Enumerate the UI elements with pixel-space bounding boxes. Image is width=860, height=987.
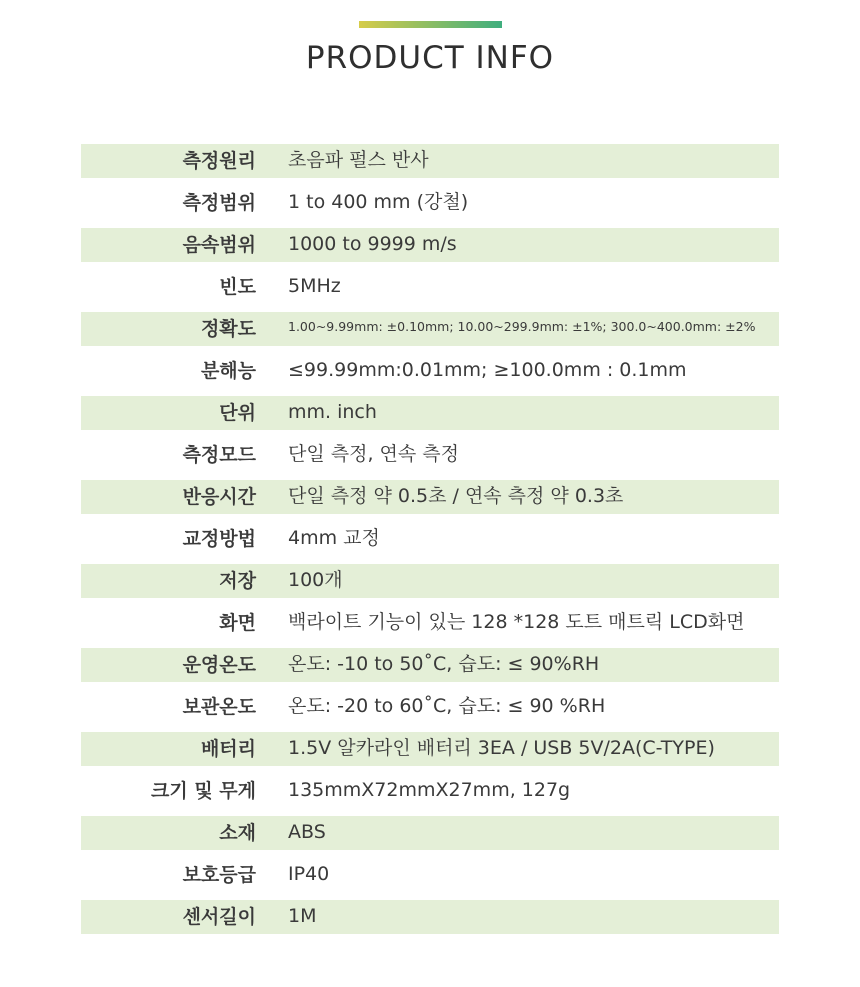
spec-value: 백라이트 기능이 있는 128 *128 도트 매트릭 LCD화면 — [288, 611, 745, 633]
spec-table — [81, 144, 779, 942]
spec-row — [81, 480, 779, 522]
spec-label: 저장 — [219, 570, 256, 592]
spec-label: 측정모드 — [182, 444, 256, 466]
spec-value: ABS — [288, 821, 326, 843]
spec-value: mm. inch — [288, 401, 377, 423]
spec-label: 센서길이 — [182, 906, 256, 928]
spec-row — [81, 564, 779, 606]
spec-label: 교정방법 — [182, 528, 256, 550]
spec-row — [81, 816, 779, 858]
spec-value: 1.5V 알카라인 배터리 3EA / USB 5V/2A(C-TYPE) — [288, 737, 715, 759]
spec-row — [81, 228, 779, 270]
spec-value: ≤99.99mm:0.01mm; ≥100.0mm : 0.1mm — [288, 359, 687, 381]
spec-row — [81, 774, 779, 816]
spec-label: 보관온도 — [182, 696, 256, 718]
spec-value: 1M — [288, 905, 317, 927]
spec-row — [81, 732, 779, 774]
spec-row — [81, 648, 779, 690]
spec-label: 빈도 — [219, 276, 256, 298]
spec-row — [81, 438, 779, 480]
spec-row-band — [81, 564, 779, 598]
spec-label: 소재 — [219, 822, 256, 844]
spec-label: 단위 — [219, 402, 256, 424]
spec-label: 측정범위 — [182, 192, 256, 214]
spec-row — [81, 270, 779, 312]
spec-row — [81, 858, 779, 900]
spec-value: 100개 — [288, 569, 343, 591]
spec-label: 반응시간 — [182, 486, 256, 508]
spec-label: 화면 — [219, 612, 256, 634]
spec-value: 135mmX72mmX27mm, 127g — [288, 779, 571, 801]
spec-value: 4mm 교정 — [288, 527, 380, 549]
spec-value: 단일 측정 약 0.5초 / 연속 측정 약 0.3초 — [288, 485, 624, 507]
spec-value: 온도: -10 to 50˚C, 습도: ≤ 90%RH — [288, 653, 600, 675]
spec-row-band — [81, 396, 779, 430]
spec-label: 배터리 — [200, 738, 256, 760]
spec-label: 정확도 — [200, 318, 256, 340]
spec-value: 1 to 400 mm (강철) — [288, 191, 469, 213]
page-title: PRODUCT INFO — [305, 40, 555, 76]
spec-row — [81, 606, 779, 648]
spec-row — [81, 186, 779, 228]
spec-row — [81, 522, 779, 564]
spec-label: 운영온도 — [182, 654, 256, 676]
spec-value: IP40 — [288, 863, 330, 885]
spec-row — [81, 312, 779, 354]
spec-row — [81, 144, 779, 186]
spec-value: 1000 to 9999 m/s — [288, 233, 457, 255]
spec-row — [81, 354, 779, 396]
spec-label: 보호등급 — [182, 864, 256, 886]
spec-value: 5MHz — [288, 275, 341, 297]
spec-row — [81, 690, 779, 732]
spec-label: 분해능 — [200, 360, 256, 382]
spec-row — [81, 396, 779, 438]
spec-value: 초음파 펄스 반사 — [288, 149, 429, 171]
header-accent-bar — [359, 21, 502, 28]
spec-value: 1.00~9.99mm: ±0.10mm; 10.00~299.9mm: ±1%; 300.0~400.0mm: ±2% — [288, 319, 756, 334]
spec-value: 온도: -20 to 60˚C, 습도: ≤ 90 %RH — [288, 695, 606, 717]
spec-label: 크기 및 무게 — [151, 780, 256, 802]
spec-label: 음속범위 — [182, 234, 256, 256]
spec-row-band — [81, 816, 779, 850]
spec-value: 단일 측정, 연속 측정 — [288, 443, 459, 465]
spec-label: 측정원리 — [182, 150, 256, 172]
spec-row — [81, 900, 779, 942]
